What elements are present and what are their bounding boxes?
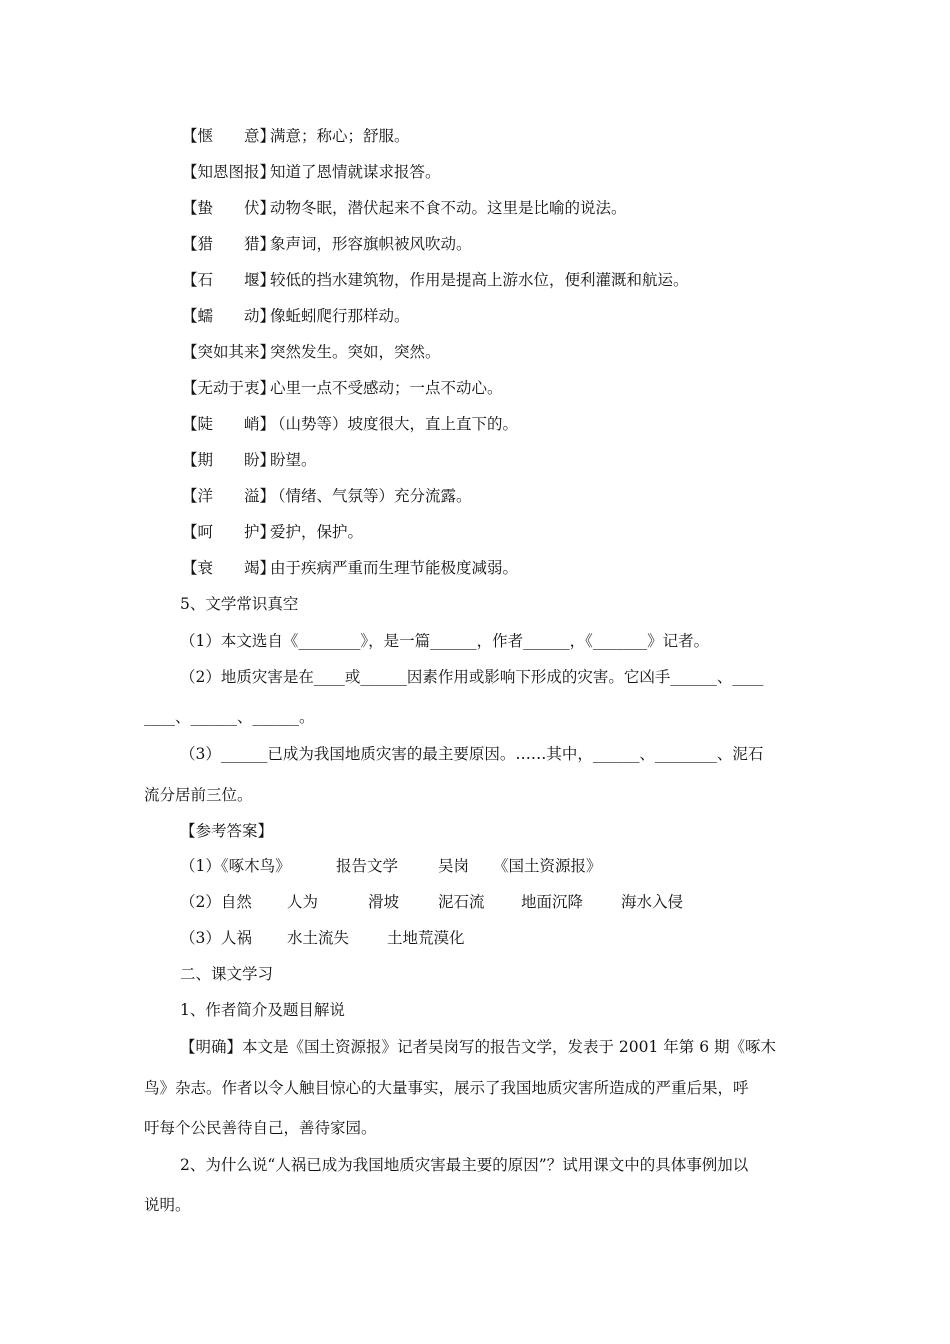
glossary-term: 【洋 溢】: [182, 487, 276, 505]
glossary-entry: [182, 233, 472, 255]
answer-item: （1）《啄木鸟》: [180, 857, 291, 875]
glossary-entry: [182, 305, 410, 327]
glossary-term: 【突如其来】: [182, 343, 276, 361]
subsection-heading: 1、作者简介及题目解说: [180, 1001, 345, 1019]
section-heading: 二、课文学习: [180, 965, 274, 983]
glossary-entry: [182, 449, 317, 471]
answers-heading: 【参考答案】: [180, 822, 274, 840]
glossary-entry: [182, 377, 503, 399]
fill-blank-question: （1）本文选自《________》，是一篇______，作者______，《_______》记者。: [180, 632, 710, 650]
answer-row: [180, 891, 683, 913]
paragraph-line: 吁每个公民善待自己，善待家园。: [144, 1119, 377, 1137]
answer-item: 报告文学: [336, 857, 399, 875]
answer-row: [180, 855, 602, 877]
glossary-entry: [182, 557, 518, 579]
paragraph-line: 【明确】本文是《国土资源报》记者吴岗写的报告文学，发表于 2001 年第 6 期《啄木: [180, 1038, 777, 1056]
glossary-entry: [182, 269, 689, 291]
glossary-definition: 像蚯蚓爬行那样动。: [270, 307, 410, 325]
glossary-definition: （情绪、气氛等）充分流露。: [270, 487, 472, 505]
glossary-definition: 知道了恩情就谋求报答。: [270, 163, 441, 181]
glossary-definition: 动物冬眠，潜伏起来不食不动。这里是比喻的说法。: [270, 199, 627, 217]
question-line: 说明。: [144, 1196, 191, 1214]
glossary-term: 【知恩图报】: [182, 163, 276, 181]
answer-row: [180, 927, 465, 949]
glossary-definition: 满意；称心；舒服。: [270, 127, 410, 145]
answer-item: 吴岗: [438, 857, 470, 875]
glossary-entry: [182, 341, 441, 363]
answer-item: 《国土资源报》: [493, 857, 602, 875]
fill-blank-question-continued: ____、______、______。: [144, 708, 315, 726]
glossary-definition: 爱护，保护。: [270, 523, 364, 541]
answer-item: 人为: [287, 893, 319, 911]
glossary-term: 【陡 峭】: [182, 415, 276, 433]
glossary-term: 【呵 护】: [182, 523, 276, 541]
glossary-entry: [182, 521, 363, 543]
glossary-term: 【蠕 动】: [182, 307, 276, 325]
section-heading: 5、文学常识真空: [180, 595, 299, 613]
glossary-entry: [182, 413, 518, 435]
glossary-term: 【衰 竭】: [182, 559, 276, 577]
fill-blank-question: （3）______已成为我国地质灾害的最主要原因。……其中，______、________、泥石: [180, 745, 764, 763]
glossary-definition: 由于疾病严重而生理节能极度减弱。: [270, 559, 519, 577]
answer-item: （3）人祸: [180, 929, 252, 947]
glossary-definition: 心里一点不受感动；一点不动心。: [270, 379, 503, 397]
answer-item: 地面沉降: [521, 893, 584, 911]
glossary-definition: （山势等）坡度很大，直上直下的。: [270, 415, 519, 433]
glossary-term: 【猎 猎】: [182, 235, 276, 253]
answer-item: 滑坡: [368, 893, 400, 911]
glossary-definition: 象声词，形容旗帜被风吹动。: [270, 235, 472, 253]
answer-item: 泥石流: [438, 893, 485, 911]
glossary-entry: [182, 485, 472, 507]
fill-blank-question: （2）地质灾害是在____或______因素作用或影响下形成的灾害。它凶手______、____: [180, 668, 764, 686]
fill-blank-question-continued: 流分居前三位。: [144, 786, 253, 804]
answer-item: 水土流失: [287, 929, 350, 947]
glossary-definition: 较低的挡水建筑物，作用是提高上游水位，便利灌溉和航运。: [270, 271, 689, 289]
glossary-term: 【惬 意】: [182, 127, 276, 145]
question-line: 2、为什么说“人祸已成为我国地质灾害最主要的原因”？试用课文中的具体事例加以: [180, 1156, 749, 1174]
answer-item: 土地荒漠化: [387, 929, 465, 947]
answer-item: 海水入侵: [621, 893, 684, 911]
glossary-entry: [182, 197, 627, 219]
paragraph-line: 鸟》杂志。作者以令人触目惊心的大量事实，展示了我国地质灾害所造成的严重后果，呼: [144, 1079, 749, 1097]
glossary-term: 【石 堰】: [182, 271, 276, 289]
glossary-term: 【无动于衷】: [182, 379, 276, 397]
glossary-definition: 突然发生。突如，突然。: [270, 343, 441, 361]
glossary-term: 【蛰 伏】: [182, 199, 276, 217]
glossary-definition: 盼望。: [270, 451, 317, 469]
answer-item: （2）自然: [180, 893, 252, 911]
glossary-entry: [182, 125, 410, 147]
glossary-term: 【期 盼】: [182, 451, 276, 469]
glossary-entry: [182, 161, 441, 183]
